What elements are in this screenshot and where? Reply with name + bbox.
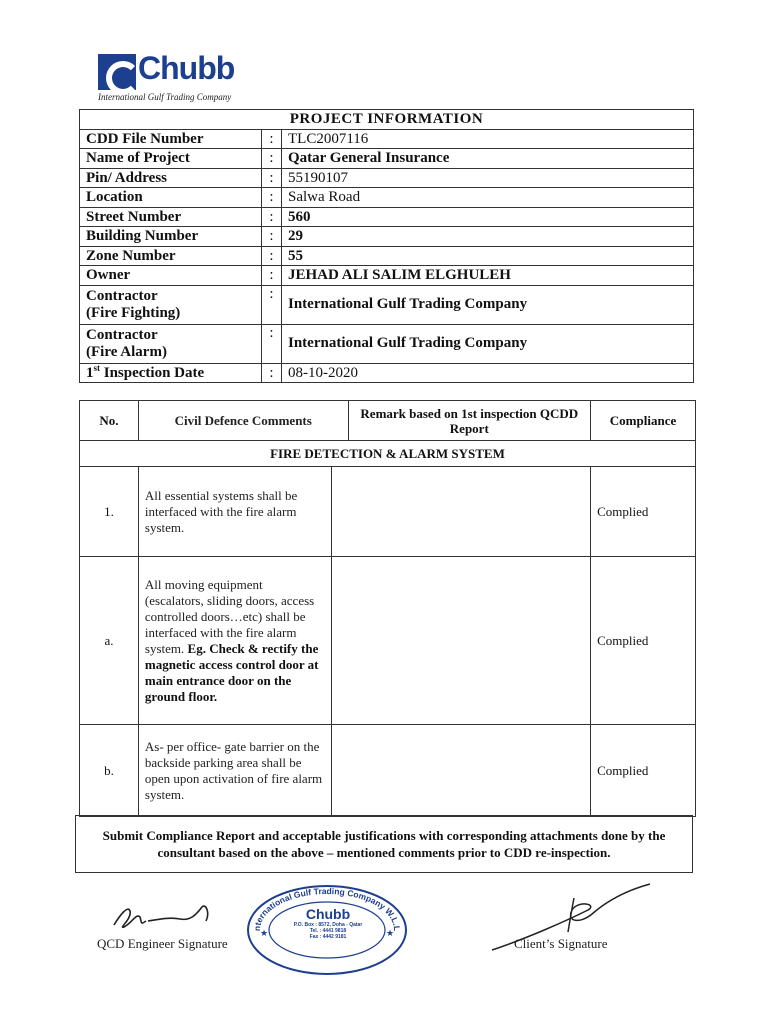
info-value: 55	[282, 246, 694, 266]
chubb-c-icon	[98, 54, 136, 90]
header-no: No.	[80, 401, 139, 441]
row-remark	[331, 725, 590, 817]
info-value: 560	[282, 207, 694, 227]
logo-subtitle: International Gulf Trading Company	[98, 92, 232, 102]
row-no: 1.	[80, 467, 139, 557]
info-label: Name of Project	[80, 149, 262, 169]
info-label: Contractor (Fire Alarm)	[80, 324, 262, 363]
info-value: 08-10-2020	[282, 363, 694, 383]
info-row: Contractor (Fire Alarm) : International Gulf Trading Company	[80, 324, 694, 363]
info-label: Pin/ Address	[80, 168, 262, 188]
table-row	[80, 725, 696, 817]
section-title: FIRE DETECTION & ALARM SYSTEM	[80, 441, 696, 467]
footer-note: Submit Compliance Report and acceptable justifications with corresponding attachments done by the consultant based on the above – mentioned comments prior to CDD re-inspection.	[75, 815, 693, 873]
row-compliance: Complied	[591, 725, 696, 817]
info-row: Name of Project : Qatar General Insurance	[80, 149, 694, 169]
info-value: International Gulf Trading Company	[282, 324, 694, 363]
info-label: Zone Number	[80, 246, 262, 266]
info-label: Contractor (Fire Fighting)	[80, 285, 262, 324]
row-compliance: Complied	[591, 557, 696, 725]
header-comments: Civil Defence Comments	[138, 401, 348, 441]
table-row	[80, 467, 696, 557]
info-label: 1st Inspection Date	[80, 363, 262, 383]
row-comment: All moving equipment (escalators, sliding doors, access controlled doors…etc) shall be interfaced with the fire alarm system. Eg. Check & rectify the magnetic access control door at main entrance door on the ground floor.	[138, 557, 331, 725]
stamp-ring-text: nternational Gulf Trading Company W.L.L	[251, 885, 403, 932]
info-value: 29	[282, 227, 694, 247]
stamp-center: Chubb P.O. Box : 8572, Doha - Qatar Tel. : 4441 9818 Fax : 4442 9181	[288, 906, 368, 940]
info-row: Street Number : 560	[80, 207, 694, 227]
info-row: Pin/ Address : 55190107	[80, 168, 694, 188]
header-compliance: Compliance	[591, 401, 696, 441]
info-label: Location	[80, 188, 262, 208]
stamp-brand: Chubb	[305, 906, 351, 922]
qcd-signature-mark	[110, 895, 230, 935]
table-row	[80, 557, 696, 725]
star-icon: ★	[260, 928, 269, 938]
row-no: a.	[80, 557, 139, 725]
row-comment: As- per office- gate barrier on the backside parking area shall be open upon activation of fire alarm system.	[138, 725, 331, 817]
logo-brand: Chubb	[138, 50, 235, 86]
info-value: International Gulf Trading Company	[282, 285, 694, 324]
info-row: Location : Salwa Road	[80, 188, 694, 208]
qcd-signature-label: QCD Engineer Signature	[97, 936, 228, 951]
row-remark	[331, 557, 590, 725]
row-no: b.	[80, 725, 139, 817]
client-signature-label: Client’s Signature	[514, 936, 608, 951]
project-info-table	[79, 109, 694, 383]
info-value: JEHAD ALI SALIM ELGHULEH	[282, 266, 694, 286]
info-value: 55190107	[282, 168, 694, 188]
info-label: Street Number	[80, 207, 262, 227]
info-label: Owner	[80, 266, 262, 286]
star-icon: ★	[386, 928, 395, 938]
row-comment: All essential systems shall be interfaced with the fire alarm system.	[138, 467, 331, 557]
chubb-logo	[98, 50, 268, 104]
info-row: Building Number : 29	[80, 227, 694, 247]
project-info-title: PROJECT INFORMATION	[80, 110, 694, 130]
info-label: Building Number	[80, 227, 262, 247]
row-compliance: Complied	[591, 467, 696, 557]
info-row: CDD File Number : TLC2007116	[80, 129, 694, 149]
info-row: Zone Number : 55	[80, 246, 694, 266]
info-value: TLC2007116	[282, 129, 694, 149]
row-remark	[331, 467, 590, 557]
comments-table	[79, 400, 696, 467]
info-row: 1st Inspection Date : 08-10-2020	[80, 363, 694, 383]
info-label: CDD File Number	[80, 129, 262, 149]
info-row: Contractor (Fire Fighting) : International Gulf Trading Company	[80, 285, 694, 324]
info-row: Owner : JEHAD ALI SALIM ELGHULEH	[80, 266, 694, 286]
info-value: Qatar General Insurance	[282, 149, 694, 169]
info-value: Salwa Road	[282, 188, 694, 208]
company-stamp	[246, 884, 408, 976]
comments-body-table	[79, 466, 696, 817]
comments-header-row	[80, 401, 696, 441]
header-remark: Remark based on 1st inspection QCDD Report	[348, 401, 591, 441]
